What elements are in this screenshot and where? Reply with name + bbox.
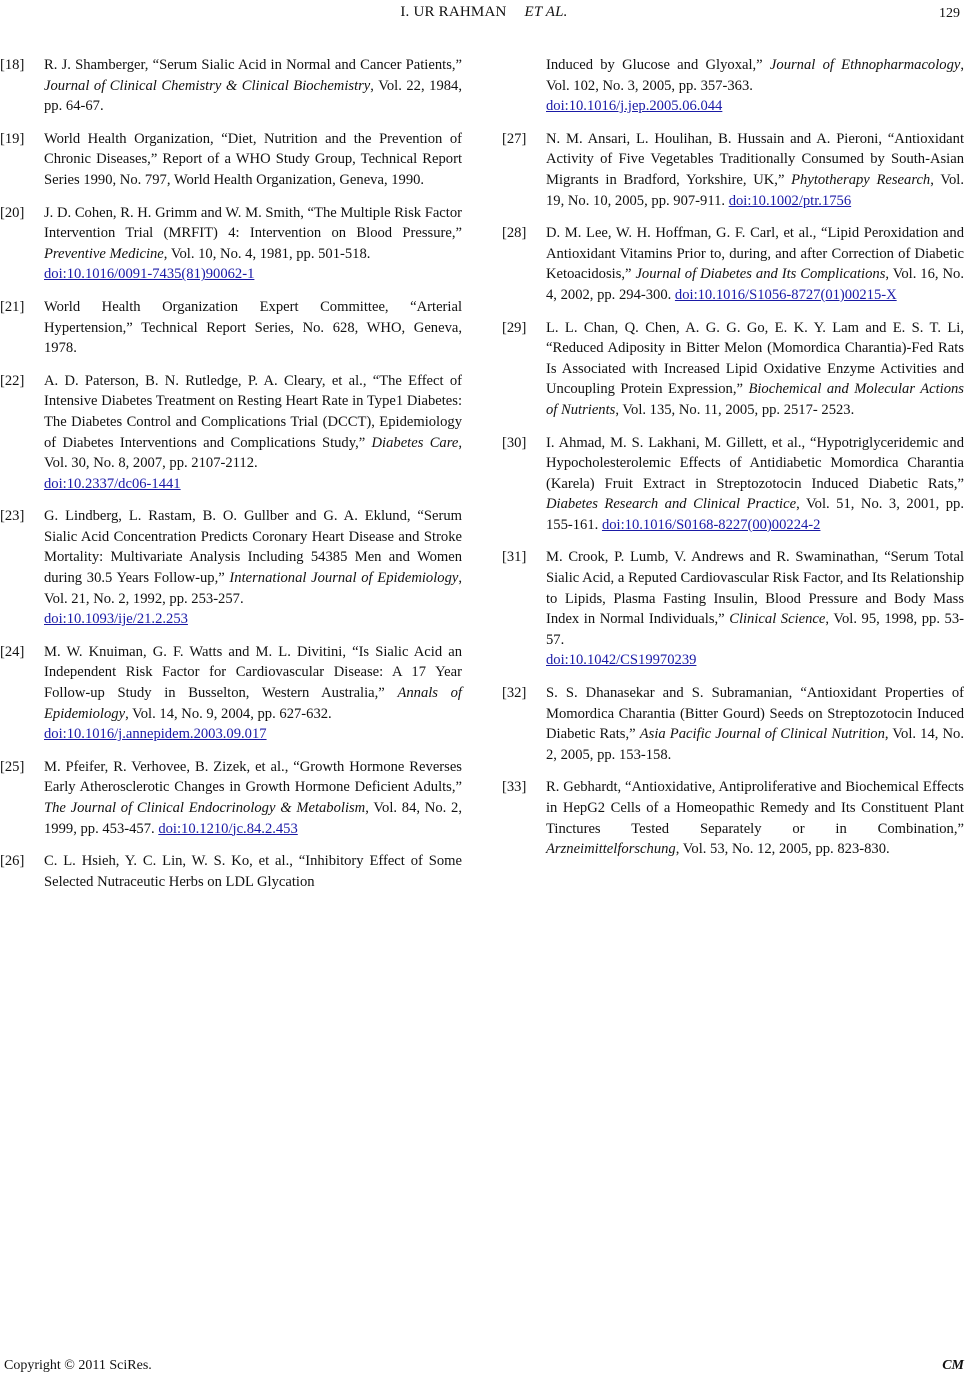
running-head — [0, 4, 968, 28]
doi-link[interactable]: doi:10.1210/jc.84.2.453 — [158, 820, 298, 837]
reference-item — [502, 129, 964, 211]
reference-journal: Clinical Science — [729, 611, 826, 628]
reference-text: D. M. Lee, W. H. Hoffman, G. F. Carl, et al., “Lipid Peroxidation and Antioxidant Vitamins Prior to, during, and after Correction of Diabetic Ketoacidosis,” — [546, 225, 964, 283]
doi-link[interactable]: doi:10.1042/CS19970239 — [546, 652, 697, 669]
reference-number: [18] — [0, 57, 25, 73]
reference-details: , Vol. 51, No. 3, 2001, pp. 155-161. — [546, 496, 965, 533]
reference-details: , Vol. 53, No. 12, 2005, pp. 823-830. — [675, 841, 890, 858]
reference-details: , Vol. 95, 1998, pp. 53-57. — [546, 611, 965, 648]
doi-link[interactable]: doi:10.1016/j.annepidem.2003.09.017 — [44, 726, 267, 743]
running-head-etal: ET AL. — [524, 4, 568, 20]
doi-link[interactable]: doi:10.1016/S0168-8227(00)00224-2 — [601, 516, 821, 533]
reference-item — [0, 851, 462, 892]
reference-item — [502, 547, 964, 671]
doi-link[interactable]: doi:10.2337/dc06-1441 — [44, 475, 181, 492]
footer — [0, 1358, 968, 1380]
reference-number: [25] — [0, 758, 25, 775]
reference-journal: Phytotherapy Research — [791, 171, 931, 188]
reference-details: , Vol. 19, No. 10, 2005, pp. 907-911. — [546, 171, 964, 209]
reference-text: M. Pfeifer, R. Verhovee, B. Zizek, et al., “Growth Hormone Reverses Early Atherosclerotic Changes in Growth Hormone Deficient Adults,” — [44, 758, 462, 796]
copyright-notice: Copyright © 2011 SciRes. — [4, 1358, 152, 1373]
reference-item — [0, 203, 462, 285]
reference-item — [0, 642, 462, 745]
reference-item — [0, 757, 462, 839]
reference-continuation — [502, 55, 964, 117]
reference-number: [32] — [502, 685, 527, 702]
reference-text: A. D. Paterson, B. N. Rutledge, P. A. Cleary, et al., “The Effect of Intensive Diabetes Treatment on Resting Heart Rate in Type1 Diabetes: The Diabetes Control and Complications Trial (DCCT), Epidemiology of Diabetes Interventions and Complications Study,” — [44, 372, 462, 451]
reference-details: , Vol. 21, No. 2, 1992, pp. 253-257. — [44, 570, 463, 607]
reference-number: [27] — [502, 130, 527, 147]
reference-number: [24] — [0, 643, 25, 660]
reference-text: I. Ahmad, M. S. Lakhani, M. Gillett, et al., “Hypotriglyceridemic and Hypocholesterolemic Effects of Antidiabetic Momordica Charantia (Karela) Fruit Extract in Streptozotocin Induced Diabetic Rats,” — [546, 434, 964, 492]
reference-journal: Asia Pacific Journal of Clinical Nutrition — [639, 726, 885, 743]
left-column — [0, 55, 463, 904]
reference-number: [29] — [502, 319, 527, 336]
reference-text: M. W. Knuiman, G. F. Watts and M. L. Divitini, “Is Sialic Acid an Independent Risk Factor for Cardiovascular Disease: A 17 Year Follow-up Study in Busselton, Western Australia,” — [44, 643, 462, 702]
doi-link[interactable]: doi:10.1016/j.jep.2005.06.044 — [546, 98, 723, 115]
doi-link[interactable]: doi:10.1016/S1056-8727(01)00215-X — [674, 286, 897, 303]
reference-details: , Vol. 10, No. 4, 1981, pp. 501-518. — [163, 245, 371, 262]
reference-text: N. M. Ansari, L. Houlihan, B. Hussain and A. Pieroni, “Antioxidant Activity of Five Vegetables Traditionally Consumed by South-Asian Migrants in Bradford, Yorkshire, UK,” — [546, 130, 964, 188]
reference-text: M. Crook, P. Lumb, V. Andrews and R. Swaminathan, “Serum Total Sialic Acid, a Reputed Cardiovascular Risk Factor, and Its Relationship to Lipids, Plasma Fasting Insulin, Blood Pressure and Body Mass Index in Normal Individuals,” — [546, 549, 964, 628]
right-column — [502, 55, 964, 872]
reference-text: C. L. Hsieh, Y. C. Lin, W. S. Ko, et al., “Inhibitory Effect of Some Selected Nutraceutic Herbs on LDL Glycation — [44, 853, 462, 890]
reference-details: , Vol. 14, No. 9, 2004, pp. 627-632. — [125, 705, 332, 722]
reference-journal: Journal of Ethnopharmacology — [769, 57, 961, 73]
reference-details: , Vol. 84, No. 2, 1999, pp. 453-457. — [44, 800, 462, 837]
doi-link[interactable]: doi:10.1016/0091-7435(81)90062-1 — [44, 266, 255, 283]
reference-item — [502, 683, 964, 765]
reference-text: R. Gebhardt, “Antioxidative, Antiproliferative and Biochemical Effects in HepG2 Cells of a Homeopathic Remedy and Its Constituent Plant Tinctures Tested Separately or in Combination,” — [546, 779, 964, 837]
journal-abbreviation: CM — [942, 1358, 964, 1373]
reference-journal: Arzneimittelforschung — [546, 841, 676, 858]
reference-text: S. S. Dhanasekar and S. Subramanian, “Antioxidant Properties of Momordica Charantia (Bitter Gourd) Seeds on Streptozotocin Induced Diabetic Rats,” — [546, 685, 964, 743]
reference-text: L. L. Chan, Q. Chen, A. G. G. Go, E. K. Y. Lam and E. S. T. Li, “Reduced Adiposity in Bitter Melon (Momordica Charantia)-Fed Rats Is Associated with Increased Lipid Oxidative Enzyme Activities and Uncoupling Protein Expression,” — [546, 319, 964, 398]
reference-number: [23] — [0, 508, 25, 525]
reference-text: G. Lindberg, L. Rastam, B. O. Gullber and G. A. Eklund, “Serum Sialic Acid Concentration Predicts Coronary Heart Disease and Stroke Mortality: Multivariate Analysis Including 54385 Men and Women during 30.5 Years Follow-up,” — [44, 508, 462, 587]
reference-number: [30] — [502, 434, 527, 451]
reference-text: World Health Organization Expert Committee, “Arterial Hypertension,” Technical Report Series, No. 628, WHO, Geneva, 1978. — [44, 298, 462, 357]
reference-number: [19] — [0, 130, 25, 147]
reference-number: [28] — [502, 225, 527, 242]
reference-journal: The Journal of Clinical Endocrinology & Metabolism — [44, 800, 366, 816]
reference-item — [502, 777, 964, 859]
reference-item — [0, 55, 462, 117]
reference-journal: Diabetes Care — [371, 434, 459, 451]
reference-details: , Vol. 135, No. 11, 2005, pp. 2517- 2523. — [615, 401, 855, 418]
reference-text: J. D. Cohen, R. H. Grimm and W. M. Smith, “The Multiple Risk Factor Intervention Trial (MRFIT) 4: Intervention on Blood Pressure,” — [44, 204, 462, 242]
reference-number: [20] — [0, 204, 25, 221]
reference-item — [0, 129, 462, 191]
reference-item — [502, 433, 964, 536]
reference-number: [31] — [502, 549, 527, 566]
reference-journal: Preventive Medicine — [44, 245, 164, 262]
reference-details: , Vol. 30, No. 8, 2007, pp. 2107-2112. — [44, 434, 463, 472]
reference-item — [502, 318, 964, 421]
reference-text: R. J. Shamberger, “Serum Sialic Acid in Normal and Cancer Patients,” — [44, 57, 462, 73]
doi-link[interactable]: doi:10.1093/ije/21.2.253 — [44, 611, 188, 628]
reference-number: [21] — [0, 298, 25, 315]
reference-number: [26] — [0, 853, 25, 870]
reference-item — [0, 371, 462, 495]
reference-journal: Diabetes Research and Clinical Practice — [546, 496, 797, 513]
reference-number: [22] — [0, 372, 25, 389]
reference-journal: Biochemical and Molecular Actions of Nutrients — [546, 381, 964, 418]
page-number: 129 — [939, 6, 960, 21]
reference-item — [0, 297, 462, 359]
reference-details: , Vol. 22, 1984, pp. 64-67. — [44, 77, 462, 115]
reference-details: , Vol. 102, No. 3, 2005, pp. 357-363. — [546, 57, 965, 94]
reference-number: [33] — [502, 779, 527, 796]
running-head-author: I. UR RAHMAN — [400, 4, 507, 20]
reference-details: , Vol. 14, No. 2, 2005, pp. 153-158. — [546, 726, 964, 763]
reference-journal: Annals of Epidemiology — [44, 685, 462, 722]
reference-item — [502, 223, 964, 305]
doi-link[interactable]: doi:10.1002/ptr.1756 — [728, 192, 852, 209]
reference-item — [0, 506, 462, 630]
reference-text: World Health Organization, “Diet, Nutrition and the Prevention of Chronic Diseases,” Report of a WHO Study Group, Technical Report Series 1990, No. 797, World Health Organization, Geneva, 1990. — [44, 130, 462, 188]
reference-journal: Journal of Diabetes and Its Complications — [635, 266, 886, 283]
reference-details: , Vol. 16, No. 4, 2002, pp. 294-300. — [546, 266, 964, 303]
reference-text: Induced by Glucose and Glyoxal,” — [546, 57, 770, 73]
reference-journal: International Journal of Epidemiology — [229, 570, 459, 587]
reference-journal: Journal of Clinical Chemistry & Clinical Biochemistry — [44, 77, 371, 94]
